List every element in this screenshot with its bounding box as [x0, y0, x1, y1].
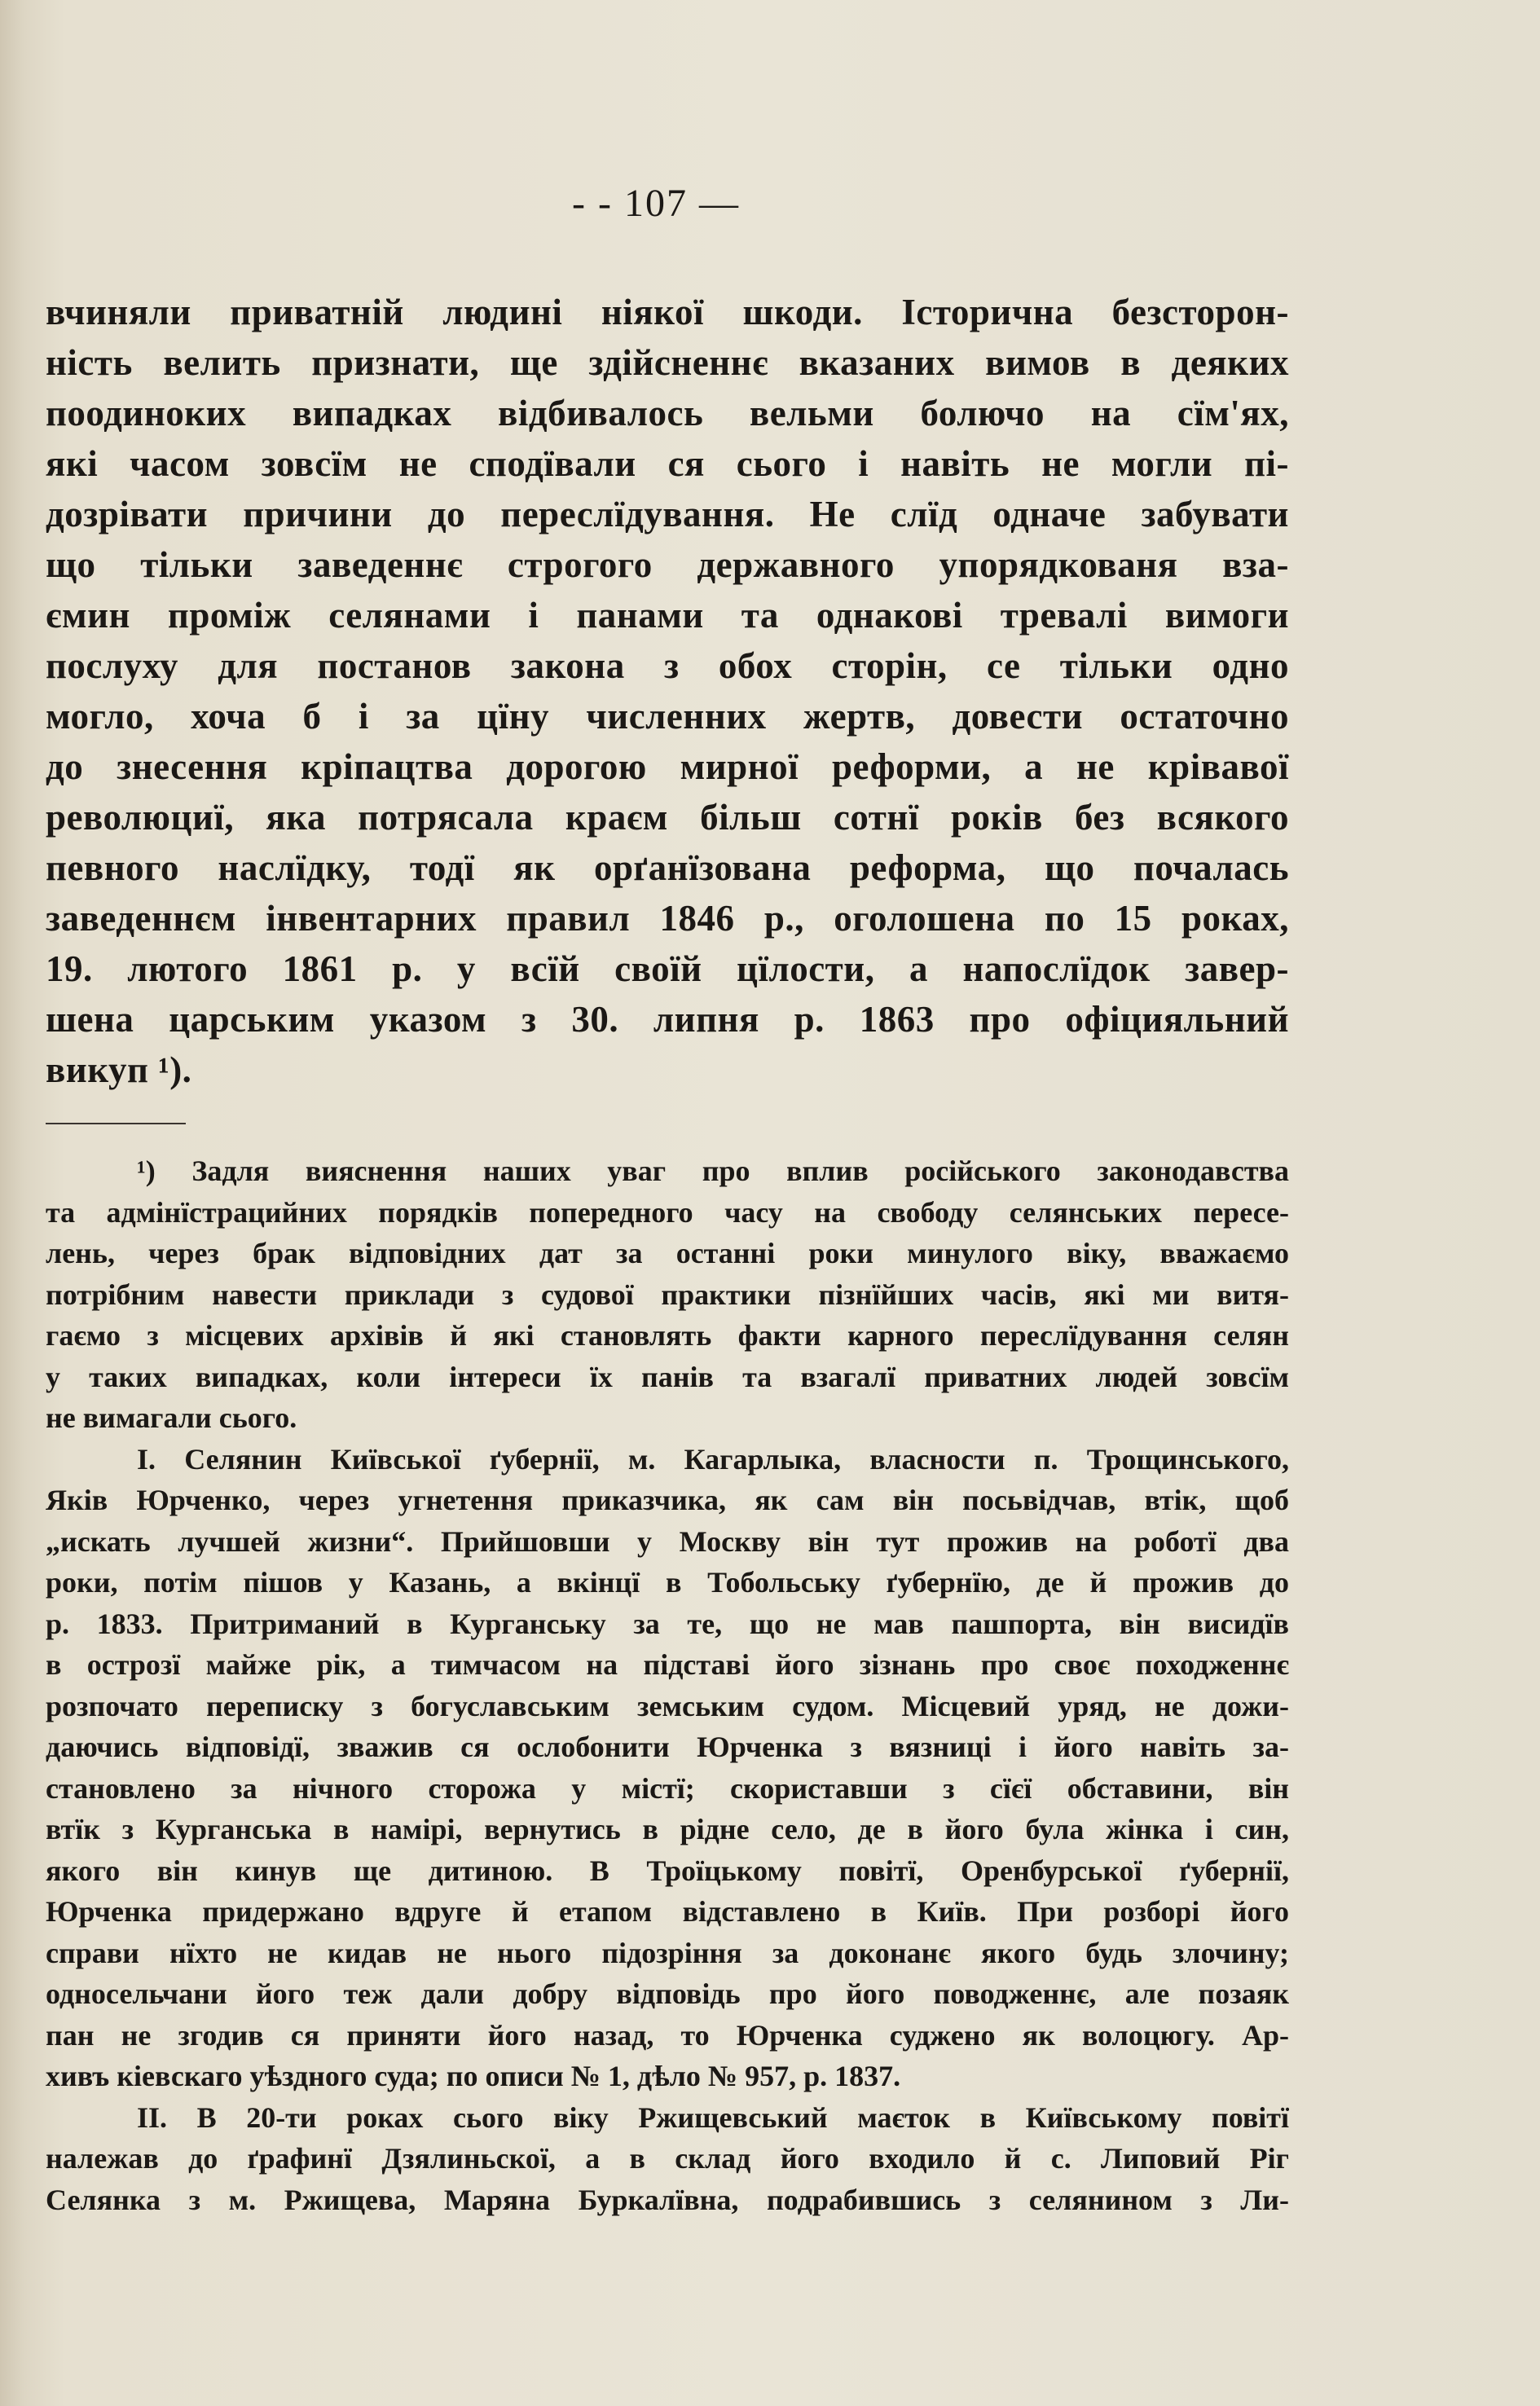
- main-text-line: заведеннєм інвентарних правил 1846 р., оголошена по 15 роках,: [46, 898, 1289, 939]
- footnote-line: потрібним навести приклади з судової практики пізнїйших часів, які ми витя-: [46, 1278, 1289, 1311]
- main-text-line: поодиноких випадках відбивалось вельми болючо на сїм'ях,: [46, 393, 1289, 433]
- main-text-line: могло, хоча б і за цїну численних жертв, довести остаточно: [46, 696, 1289, 737]
- footnote-line: I. Селянин Київської ґубернії, м. Кагарлыка, власности п. Трощинського,: [137, 1442, 1289, 1476]
- footnote-line: роки, потім пішов у Казань, а вкінцї в Тобольську ґубернїю, де й прожив до: [46, 1566, 1289, 1599]
- footnote-line: належав до ґрафинї Дзялиньскої, а в склад його входило й с. Липовий Ріг: [46, 2142, 1289, 2175]
- main-text-line: дозрівати причини до переслїдування. Не слїд одначе забувати: [46, 494, 1289, 534]
- main-text-line: вчиняли приватній людині ніякої шкоди. Історична безсторон-: [46, 292, 1289, 332]
- footnote-line: та адмінїстрацийних порядків попередного часу на свободу селянських пересе-: [46, 1195, 1289, 1229]
- footnote-line: справи нїхто не кидав не нього підозріння за доконанє якого будь злочину;: [46, 1936, 1289, 1969]
- footnote-line: Селянка з м. Ржищева, Маряна Буркалївна, подрабившись з селянином з Ли-: [46, 2183, 1289, 2216]
- footnote-line: „искать лучшей жизни“. Прийшовши у Москву він тут прожив на роботї два: [46, 1524, 1289, 1558]
- footnote-line: р. 1833. Притриманий в Курганську за те, що не мав пашпорта, він висидїв: [46, 1607, 1289, 1640]
- footnote-line: даючись відповідї, зважив ся ослобонити Юрченка з вязниці і його навіть за-: [46, 1731, 1289, 1763]
- page-number: - - 107 —: [572, 182, 740, 225]
- footnote-line: лень, через брак відповідних дат за останні роки минулого віку, вважаємо: [46, 1237, 1289, 1269]
- footnote-line: ¹) Задля вияснення наших уваг про вплив російського законодавства: [137, 1155, 1289, 1187]
- footnote-line: розпочато переписку з богуславським земським судом. Місцевий уряд, не дожи-: [46, 1689, 1289, 1722]
- main-text-line: шена царським указом з 30. липня р. 1863 про офіцияльний: [46, 999, 1289, 1040]
- main-text-line: до знесення кріпацтва дорогою мирної реформи, а не крівавої: [46, 746, 1289, 787]
- main-text-line: викуп ¹).: [46, 1049, 192, 1090]
- footnote-line: II. В 20-ти роках сього віку Ржищевський маєток в Київському повітї: [137, 2100, 1289, 2134]
- main-text-line: певного наслїдку, тодї як орґанїзована реформа, що почалась: [46, 847, 1289, 888]
- footnote-line: гаємо з місцевих архівів й які становлять факти карного переслїдування селян: [46, 1319, 1289, 1352]
- main-text-line: що тільки заведеннє строгого державного упорядкованя вза-: [46, 544, 1289, 585]
- footnotes: [46, 1150, 1289, 2220]
- main-text-line: які часом зовсїм не сподївали ся сього і навіть не могли пі-: [46, 443, 1289, 484]
- footnote-line: не вимагали сього.: [46, 1401, 297, 1434]
- footnote-line: в острозї майже рік, а тимчасом на підставі його зізнань про своє походженнє: [46, 1648, 1289, 1681]
- main-text-line: 19. лютого 1861 р. у всїй своїй цїлости, а напослїдок завер-: [46, 948, 1289, 989]
- footnote-line: у таких випадках, коли інтереси їх панів та взагалї приватних людей зовсїм: [46, 1360, 1289, 1393]
- footnote-line: пан не згодив ся приняти його назад, то Юрченка суджено як волоцюгу. Ар-: [46, 2018, 1289, 2052]
- footnote-line: односельчани його теж дали добру відповідь про його поводженнє, але позаяк: [46, 1977, 1289, 2010]
- footnote-line: втїк з Курганська в намірі, вернутись в рідне село, де в його була жінка і син,: [46, 1813, 1289, 1845]
- main-text-line: послуху для постанов закона з обох сторін, се тільки одно: [46, 645, 1289, 686]
- footnote-line: якого він кинув ще дитиною. В Троїцькому повітї, Оренбурської ґубернії,: [46, 1854, 1289, 1887]
- main-text-line: ємин проміж селянами і панами та однакові тревалі вимоги: [46, 595, 1289, 636]
- footnote-line: Юрченка придержано вдруге й етапом відставлено в Київ. При розборі його: [46, 1895, 1289, 1928]
- footnote-line: хивъ кіевскаго уѣздного суда; по описи № 1, дѣло № 957, р. 1837.: [46, 2060, 901, 2092]
- footnote-line: Яків Юрченко, через угнетення приказчика, як сам він посьвідчав, втік, щоб: [46, 1484, 1289, 1516]
- main-text: [46, 287, 1289, 1095]
- footnote-separator: [46, 1123, 186, 1124]
- main-text-line: революциї, яка потрясала краєм більш сотнї років без всякого: [46, 797, 1289, 838]
- footnote-line: становлено за нічного сторожа у містї; скориставши з сїєї обставини, він: [46, 1771, 1289, 1805]
- main-text-line: ність велить признати, ще здійсненнє вказаних вимов в деяких: [46, 342, 1289, 383]
